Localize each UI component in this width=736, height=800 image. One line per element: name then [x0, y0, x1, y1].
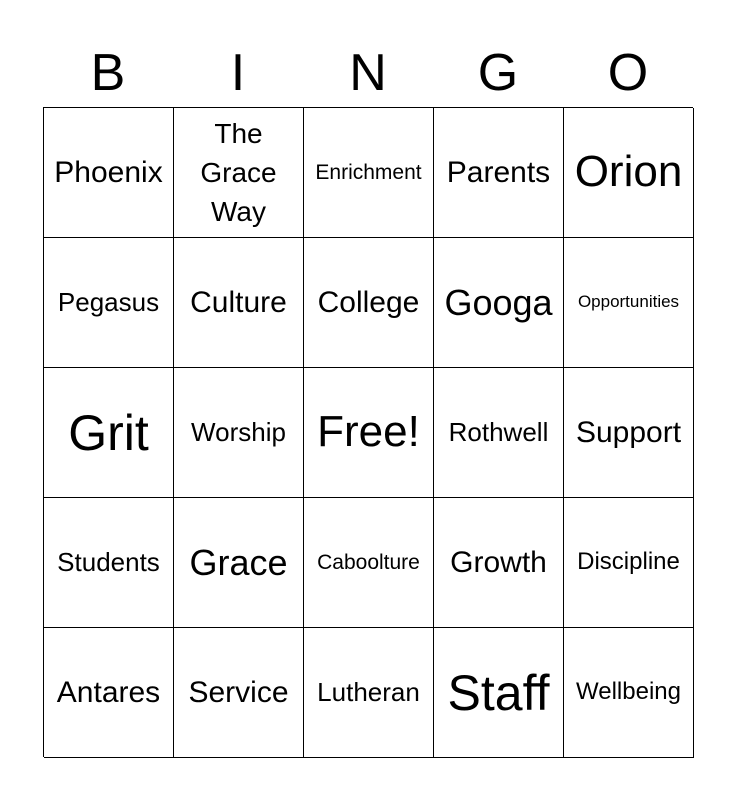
cell-label: Wellbeing: [576, 678, 681, 706]
bingo-cell[interactable]: [564, 498, 694, 628]
bingo-cell[interactable]: [434, 108, 564, 238]
bingo-grid: [43, 107, 693, 757]
header-letter-n: N: [349, 44, 387, 102]
header-letter-g: G: [477, 44, 519, 102]
bingo-cell[interactable]: [434, 368, 564, 498]
cell-label: The Grace Way: [200, 118, 277, 227]
header-letter-b: B: [90, 44, 126, 102]
cell-label: Caboolture: [317, 550, 420, 574]
bingo-cell[interactable]: [44, 368, 174, 498]
bingo-cell[interactable]: [174, 628, 304, 758]
cell-label: Antares: [56, 675, 161, 709]
cell-label: Lutheran: [317, 676, 420, 707]
cell-label: Discipline: [577, 548, 680, 576]
cell-label: Opportunities: [577, 292, 680, 312]
cell-label: Enrichment: [315, 160, 422, 184]
cell-label: Orion: [574, 147, 683, 197]
cell-label: Grit: [68, 404, 149, 461]
bingo-cell free-space[interactable]: [304, 368, 434, 498]
bingo-cell[interactable]: [304, 628, 434, 758]
header-letter-o: O: [607, 44, 649, 102]
bingo-cell[interactable]: [434, 238, 564, 368]
cell-label: Culture: [190, 285, 287, 319]
bingo-cell[interactable]: [44, 238, 174, 368]
cell-label: Phoenix: [54, 155, 163, 189]
cell-label: Growth: [450, 545, 547, 579]
cell-label: Pegasus: [57, 286, 160, 317]
cell-label: Support: [575, 415, 682, 449]
bingo-cell[interactable]: [44, 498, 174, 628]
cell-label: College: [317, 285, 420, 319]
bingo-cell[interactable]: [564, 368, 694, 498]
bingo-cell[interactable]: [174, 108, 304, 238]
bingo-header: [43, 40, 693, 106]
cell-label: Staff: [447, 664, 550, 721]
cell-label: Rothwell: [448, 416, 549, 447]
cell-label: Parents: [446, 155, 551, 189]
bingo-cell[interactable]: [304, 498, 434, 628]
bingo-cell[interactable]: [434, 498, 564, 628]
bingo-cell[interactable]: [564, 628, 694, 758]
bingo-cell[interactable]: [174, 238, 304, 368]
bingo-cell[interactable]: [174, 368, 304, 498]
bingo-cell[interactable]: [434, 628, 564, 758]
bingo-cell[interactable]: [304, 108, 434, 238]
cell-label: Grace: [189, 541, 288, 583]
cell-label: Worship: [191, 416, 286, 447]
bingo-cell[interactable]: [174, 498, 304, 628]
bingo-cell[interactable]: [304, 238, 434, 368]
bingo-cell[interactable]: [564, 238, 694, 368]
bingo-cell[interactable]: [44, 108, 174, 238]
free-space-label: Free!: [317, 407, 420, 457]
cell-label: Students: [57, 546, 160, 577]
cell-label: Service: [188, 675, 289, 709]
bingo-cell[interactable]: [564, 108, 694, 238]
bingo-cell[interactable]: [44, 628, 174, 758]
header-letter-i: I: [230, 44, 246, 102]
cell-label: Googa: [444, 281, 553, 323]
